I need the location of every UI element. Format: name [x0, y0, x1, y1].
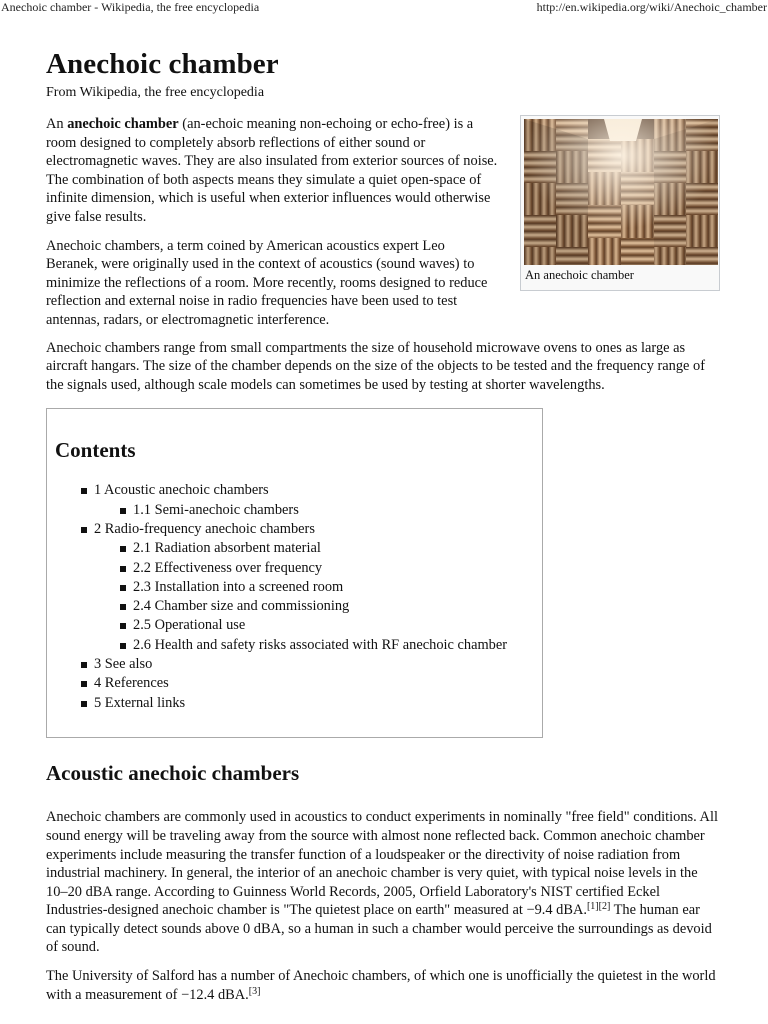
thumbnail-caption: An anechoic chamber: [525, 268, 634, 282]
article-term: anechoic chamber: [67, 116, 179, 132]
toc-title: Contents: [55, 438, 136, 463]
citation-ref-1-2[interactable]: [1][2]: [586, 901, 611, 913]
bullet-icon: [120, 508, 126, 514]
toc-item[interactable]: [55, 559, 542, 578]
bullet-icon: [120, 623, 126, 629]
toc-item-label[interactable]: 3 See also: [94, 655, 153, 672]
table-of-contents: [46, 408, 543, 738]
toc-item-label[interactable]: 2 Radio-frequency anechoic chambers: [94, 520, 315, 537]
intro-paragraph-2: Anechoic chambers, a term coined by American acoustics expert Leo Beranek, were originally used in the context of acoustics (sound waves) to minimize the reflections of a room. More recently, rooms designed to reduce reflection and external noise in radio frequencies have been used to test antennas, radars, or electromagnetic interference.: [46, 237, 488, 328]
toc-item[interactable]: [55, 539, 542, 558]
toc-item[interactable]: [55, 578, 542, 597]
toc-item[interactable]: [55, 501, 542, 520]
intro-paragraph-1: An anechoic chamber (an-echoic meaning non-echoing or echo-free) is a room designed to completely absorb reflections of either sound or electromagnetic waves. They are also insulated from exterior sources of noise. The combination of both aspects means they simulate a quiet open-space of infinite dimension, which is useful when exterior influences would otherwise give false results.: [46, 116, 498, 225]
page-title: Anechoic chamber: [46, 48, 279, 80]
toc-item[interactable]: [55, 655, 542, 674]
toc-item-label[interactable]: 2.5 Operational use: [133, 617, 246, 634]
acoustic-paragraph-1: Anechoic chambers are commonly used in acoustics to conduct experiments in nominally "free field" conditions. All sound energy will be traveling away from the source with almost none reflected back. Common anechoic chamber experiments include measuring the transfer function of a loudspeaker or the directivity of noise radiation from industrial machinery. In general, the interior of an anechoic chamber is very quiet, with typical noise levels in the 10–20 dBA range. According to Guinness World Records, 2005, Orfield Laboratory's NIST certified Eckel Industries-designed anechoic chamber is "The quietest place on earth" measured at −9.4 dBA.[1][2] The human ear can typically detect sounds above 0 dBA, so a human in such a chamber would perceive the surroundings as devoid of sound.: [46, 809, 718, 956]
toc-item[interactable]: [55, 694, 542, 713]
bullet-icon: [120, 585, 126, 591]
toc-item-label[interactable]: 1.1 Semi-anechoic chambers: [133, 501, 299, 518]
bullet-icon: [81, 662, 87, 668]
toc-item-label[interactable]: 2.3 Installation into a screened room: [133, 578, 344, 595]
toc-item-label[interactable]: 1 Acoustic anechoic chambers: [94, 482, 269, 499]
toc-item-label[interactable]: 2.4 Chamber size and commissioning: [133, 598, 350, 615]
intro-text: [46, 115, 498, 330]
toc-item[interactable]: [55, 616, 542, 635]
bullet-icon: [81, 488, 87, 494]
section-heading-acoustic: Acoustic anechoic chambers: [46, 761, 300, 786]
toc-item-label[interactable]: 2.6 Health and safety risks associated with RF anechoic chamber: [133, 636, 508, 653]
bullet-icon: [120, 566, 126, 572]
citation-ref-3[interactable]: [3]: [248, 985, 261, 997]
intro-paragraph-3: Anechoic chambers range from small compartments the size of household microwave ovens to ones as large as aircraft hangars. The size of the chamber depends on the size of the objects to be tested and the frequency range of the signals used, although scale models can sometimes be used by testing at shorter wavelengths.: [46, 339, 706, 393]
toc-list: [55, 481, 542, 713]
bullet-icon: [81, 527, 87, 533]
toc-item[interactable]: [55, 636, 542, 655]
toc-item[interactable]: [55, 481, 542, 500]
toc-item-label[interactable]: 5 External links: [94, 694, 186, 711]
thumbnail-figure: [520, 115, 720, 291]
print-header-title: Anechoic chamber - Wikipedia, the free encyclopedia: [1, 0, 260, 14]
toc-item[interactable]: [55, 597, 542, 616]
article-content: [46, 46, 722, 1004]
toc-item[interactable]: [55, 520, 542, 539]
intro-block: [46, 115, 722, 330]
toc-item-label[interactable]: 2.2 Effectiveness over frequency: [133, 559, 323, 576]
toc-item[interactable]: [55, 674, 542, 693]
print-header: [0, 0, 768, 16]
bullet-icon: [120, 546, 126, 552]
bullet-icon: [120, 604, 126, 610]
bullet-icon: [120, 643, 126, 649]
site-tagline: From Wikipedia, the free encyclopedia: [46, 85, 265, 100]
print-header-url[interactable]: http://en.wikipedia.org/wiki/Anechoic_chamber: [536, 0, 767, 14]
bullet-icon: [81, 701, 87, 707]
bullet-icon: [81, 681, 87, 687]
toc-item-label[interactable]: 4 References: [94, 675, 169, 692]
thumbnail-image[interactable]: [524, 119, 718, 265]
toc-item-label[interactable]: 2.1 Radiation absorbent material: [133, 540, 321, 557]
acoustic-paragraph-2: The University of Salford has a number of Anechoic chambers, of which one is unofficially the quietest in the world with a measurement of −12.4 dBA.[3]: [46, 968, 716, 1003]
